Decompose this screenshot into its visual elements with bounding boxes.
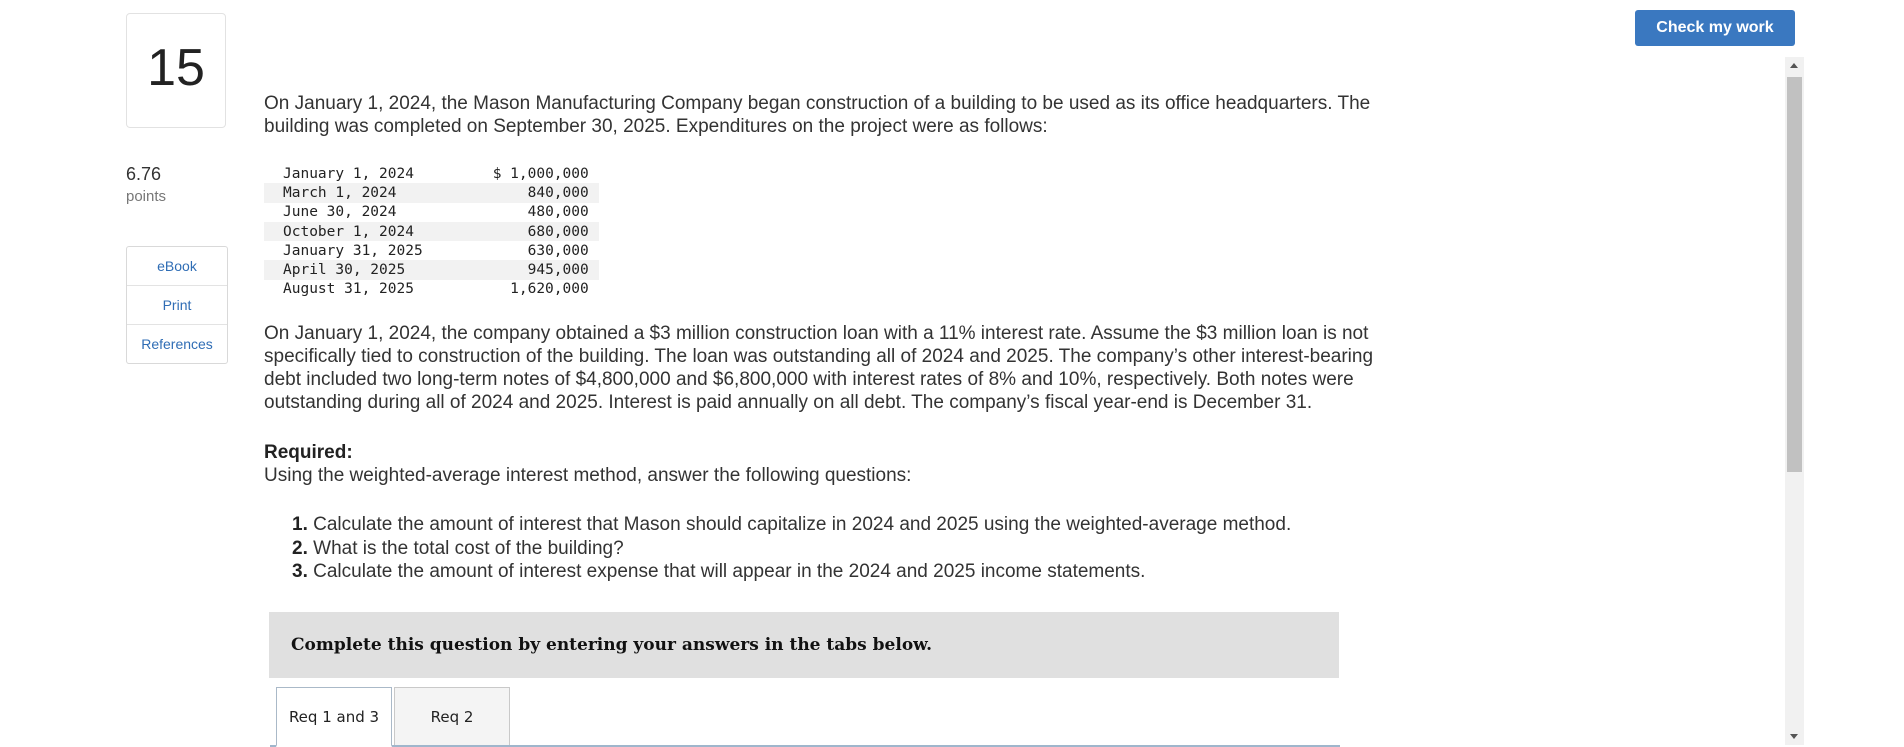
question-num: 3.	[292, 561, 308, 582]
table-row	[264, 203, 599, 222]
loan-line-2: specifically tied to construction of the building. The loan was outstanding all of 2024 and 2025. The company’s other interest-bearing	[264, 346, 1374, 367]
scrollbar[interactable]	[1785, 57, 1804, 745]
expenditures-table	[264, 164, 599, 299]
table-row	[264, 260, 599, 279]
required-section	[264, 441, 1434, 487]
table-row	[264, 183, 599, 202]
expenditure-date: August 31, 2025	[283, 281, 414, 298]
table-row	[264, 164, 599, 183]
print-link[interactable]: Print	[127, 286, 227, 325]
references-link[interactable]: References	[141, 336, 213, 352]
question-num: 1.	[292, 514, 308, 535]
expenditure-amount: 1,620,000	[510, 281, 589, 298]
intro-line-1: On January 1, 2024, the Mason Manufacturing Company began construction of a building to be used as its office headquarters. The	[264, 93, 1371, 114]
required-instruction: Using the weighted-average interest method, answer the following questions:	[264, 465, 912, 486]
loan-line-1: On January 1, 2024, the company obtained a $3 million construction loan with a 11% interest rate. Assume the $3 million loan is not	[264, 323, 1369, 344]
expenditure-amount: 840,000	[433, 183, 599, 202]
loan-line-3: debt included two long-term notes of $4,800,000 and $6,800,000 with interest rates of 8% and 10%, respectively. Both notes were	[264, 369, 1354, 390]
question-text: Calculate the amount of interest that Mason should capitalize in 2024 and 2025 using the weighted-average method.	[307, 514, 1292, 535]
tab-req-1-and-3[interactable]: Req 1 and 3	[276, 687, 392, 747]
scroll-down-icon[interactable]	[1790, 734, 1798, 739]
check-my-work-button[interactable]: Check my work	[1635, 10, 1795, 46]
list-item	[292, 560, 1442, 584]
resource-links	[126, 246, 228, 364]
expenditure-amount: $ 1,000,000	[492, 165, 589, 182]
expenditure-date: October 1, 2024	[264, 222, 433, 241]
intro-paragraph	[264, 92, 1434, 138]
table-row	[264, 280, 599, 299]
expenditure-amount: 480,000	[527, 204, 589, 221]
points-label: points	[126, 188, 167, 205]
expenditure-date: April 30, 2025	[264, 260, 433, 279]
expenditure-date: March 1, 2024	[264, 183, 433, 202]
ebook-link[interactable]: eBook	[127, 247, 227, 286]
expenditure-amount: 945,000	[433, 260, 599, 279]
expenditure-date: January 31, 2025	[283, 242, 423, 259]
expenditure-date: January 1, 2024	[283, 165, 414, 182]
intro-line-2: building was completed on September 30, 2025. Expenditures on the project were as follows:	[264, 116, 1048, 137]
question-num: 2.	[292, 537, 308, 559]
scroll-thumb[interactable]	[1787, 77, 1802, 472]
question-number: 15	[126, 13, 226, 128]
tab-req-2[interactable]: Req 2	[394, 687, 510, 745]
question-text: What is the total cost of the building?	[307, 537, 624, 559]
expenditure-amount: 680,000	[433, 222, 599, 241]
question-list	[292, 513, 1442, 584]
table-row	[264, 241, 599, 260]
question-text: Calculate the amount of interest expense that will appear in the 2024 and 2025 income statements.	[307, 561, 1146, 582]
points-value: 6.76	[126, 164, 162, 184]
answer-tabs	[270, 687, 1340, 747]
required-label: Required:	[264, 442, 353, 463]
expenditure-amount: 630,000	[527, 242, 589, 259]
instruction-box: Complete this question by entering your answers in the tabs below.	[269, 612, 1339, 678]
loan-line-4: outstanding during all of 2024 and 2025. Interest is paid annually on all debt. The company’s fiscal year-end is December 31.	[264, 392, 1313, 413]
loan-paragraph	[264, 322, 1444, 414]
table-row	[264, 222, 599, 241]
list-item	[292, 537, 1442, 561]
scroll-up-icon[interactable]	[1790, 63, 1798, 68]
list-item	[292, 513, 1442, 537]
expenditure-date: June 30, 2024	[283, 204, 397, 221]
